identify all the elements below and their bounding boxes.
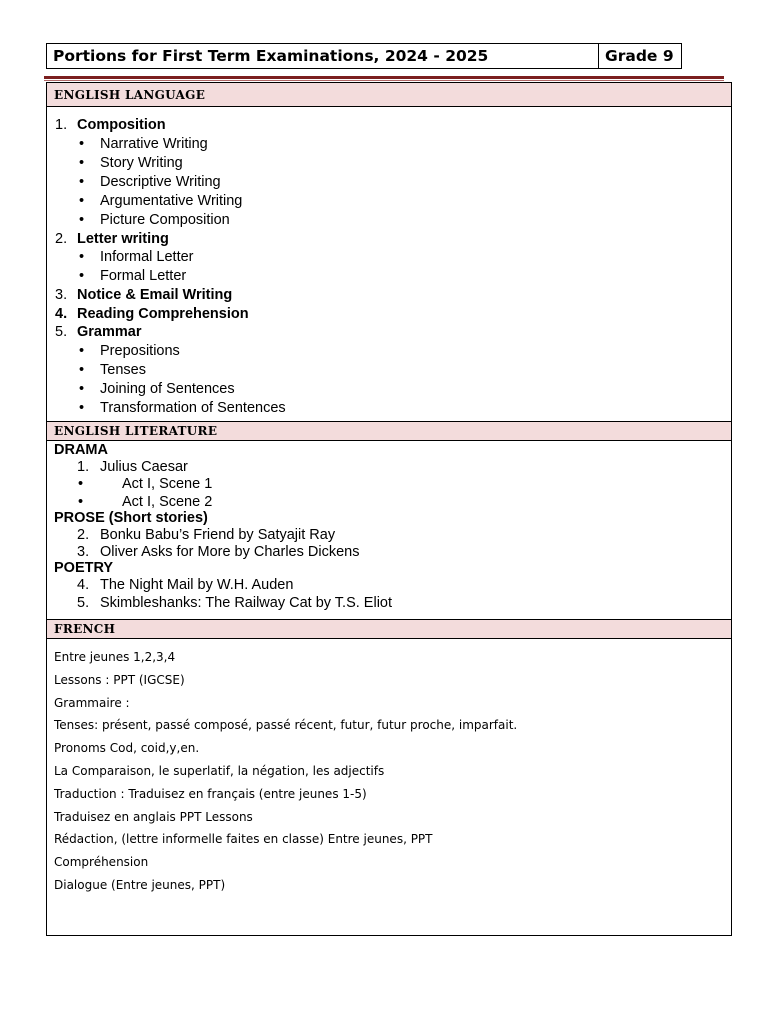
bullet-text: Formal Letter (100, 268, 187, 284)
bullet-text: Tenses (100, 361, 146, 378)
bullet-icon: • (79, 249, 85, 265)
item-text: The Night Mail by W.H. Auden (100, 577, 294, 593)
bullet-text: Story Writing (100, 154, 183, 171)
prose-heading: PROSE (Short stories) (54, 510, 208, 526)
item-label: Grammar (77, 324, 142, 340)
item-label: Letter writing (77, 230, 169, 247)
item-number: 3. (77, 544, 90, 560)
title-rule-thin (44, 80, 724, 81)
section-heading-english-literature: ENGLISH LITERATURE (47, 421, 731, 441)
french-line: Pronoms Cod, coid,y,en. (54, 741, 200, 756)
item-text: Oliver Asks for More by Charles Dickens (100, 544, 360, 560)
item-label: Reading Comprehension (77, 305, 249, 322)
bullet-icon: • (79, 399, 85, 416)
french-line: Grammaire : (54, 695, 130, 710)
bullet-text: Narrative Writing (100, 135, 208, 152)
item-number: 3. (55, 287, 68, 303)
item-number: 1. (77, 459, 90, 475)
item-number: 5. (55, 324, 68, 340)
bullet-icon: • (78, 494, 84, 510)
bullet-text: Descriptive Writing (100, 173, 221, 190)
french-line: Tenses: présent, passé composé, passé récent, futur, futur proche, imparfait. (54, 718, 518, 733)
item-number: 1. (55, 117, 68, 133)
bullet-text: Prepositions (100, 342, 180, 359)
portions-table (46, 82, 732, 936)
poetry-heading: POETRY (54, 560, 114, 576)
bullet-text: Informal Letter (100, 249, 194, 265)
item-number: 2. (77, 527, 90, 543)
item-number: 4. (55, 305, 68, 322)
grade-label: Grade 9 (605, 47, 674, 65)
bullet-text: Joining of Sentences (100, 380, 235, 397)
item-text: Bonku Babu’s Friend by Satyajit Ray (100, 527, 336, 543)
drama-heading: DRAMA (54, 442, 108, 458)
bullet-text: Argumentative Writing (100, 192, 243, 209)
section-heading-english-language: ENGLISH LANGUAGE (47, 83, 731, 107)
french-line: Compréhension (54, 855, 149, 870)
item-text: Act I, Scene 1 (122, 476, 213, 492)
bullet-icon: • (79, 268, 85, 284)
item-text: Skimbleshanks: The Railway Cat by T.S. Eliot (100, 595, 393, 611)
bullet-icon: • (79, 173, 85, 190)
bullet-icon: • (79, 192, 85, 209)
bullet-icon: • (79, 154, 85, 171)
item-label: Notice & Email Writing (77, 287, 233, 303)
french-line: Traduction : Traduisez en français (entre jeunes 1-5) (54, 786, 367, 801)
bullet-icon: • (79, 380, 85, 397)
bullet-icon: • (78, 476, 84, 492)
french-line: Dialogue (Entre jeunes, PPT) (54, 878, 226, 892)
bullet-icon: • (79, 361, 85, 378)
item-number: 4. (77, 577, 90, 593)
item-text: Julius Caesar (100, 459, 188, 475)
french-line: Entre jeunes 1,2,3,4 (54, 650, 176, 664)
french-line: Traduisez en anglais PPT Lessons (54, 809, 253, 824)
bullet-icon: • (79, 135, 85, 152)
title-bar (46, 43, 682, 69)
bullet-text: Picture Composition (100, 211, 230, 228)
french-line: Lessons : PPT (IGCSE) (54, 672, 185, 687)
bullet-icon: • (79, 342, 85, 359)
french-line: Rédaction, (lettre informelle faites en classe) Entre jeunes, PPT (54, 832, 433, 847)
item-number: 5. (77, 595, 90, 611)
french-line: La Comparaison, le superlatif, la négation, les adjectifs (54, 764, 385, 778)
item-label: Composition (77, 117, 166, 133)
title-rule (44, 76, 724, 79)
item-text: Act I, Scene 2 (122, 494, 213, 510)
item-number: 2. (55, 230, 68, 247)
page-title: Portions for First Term Examinations, 2024 - 2025 (47, 44, 599, 68)
bullet-text: Transformation of Sentences (100, 399, 286, 416)
section-heading-french: FRENCH (47, 619, 731, 639)
bullet-icon: • (79, 211, 85, 228)
